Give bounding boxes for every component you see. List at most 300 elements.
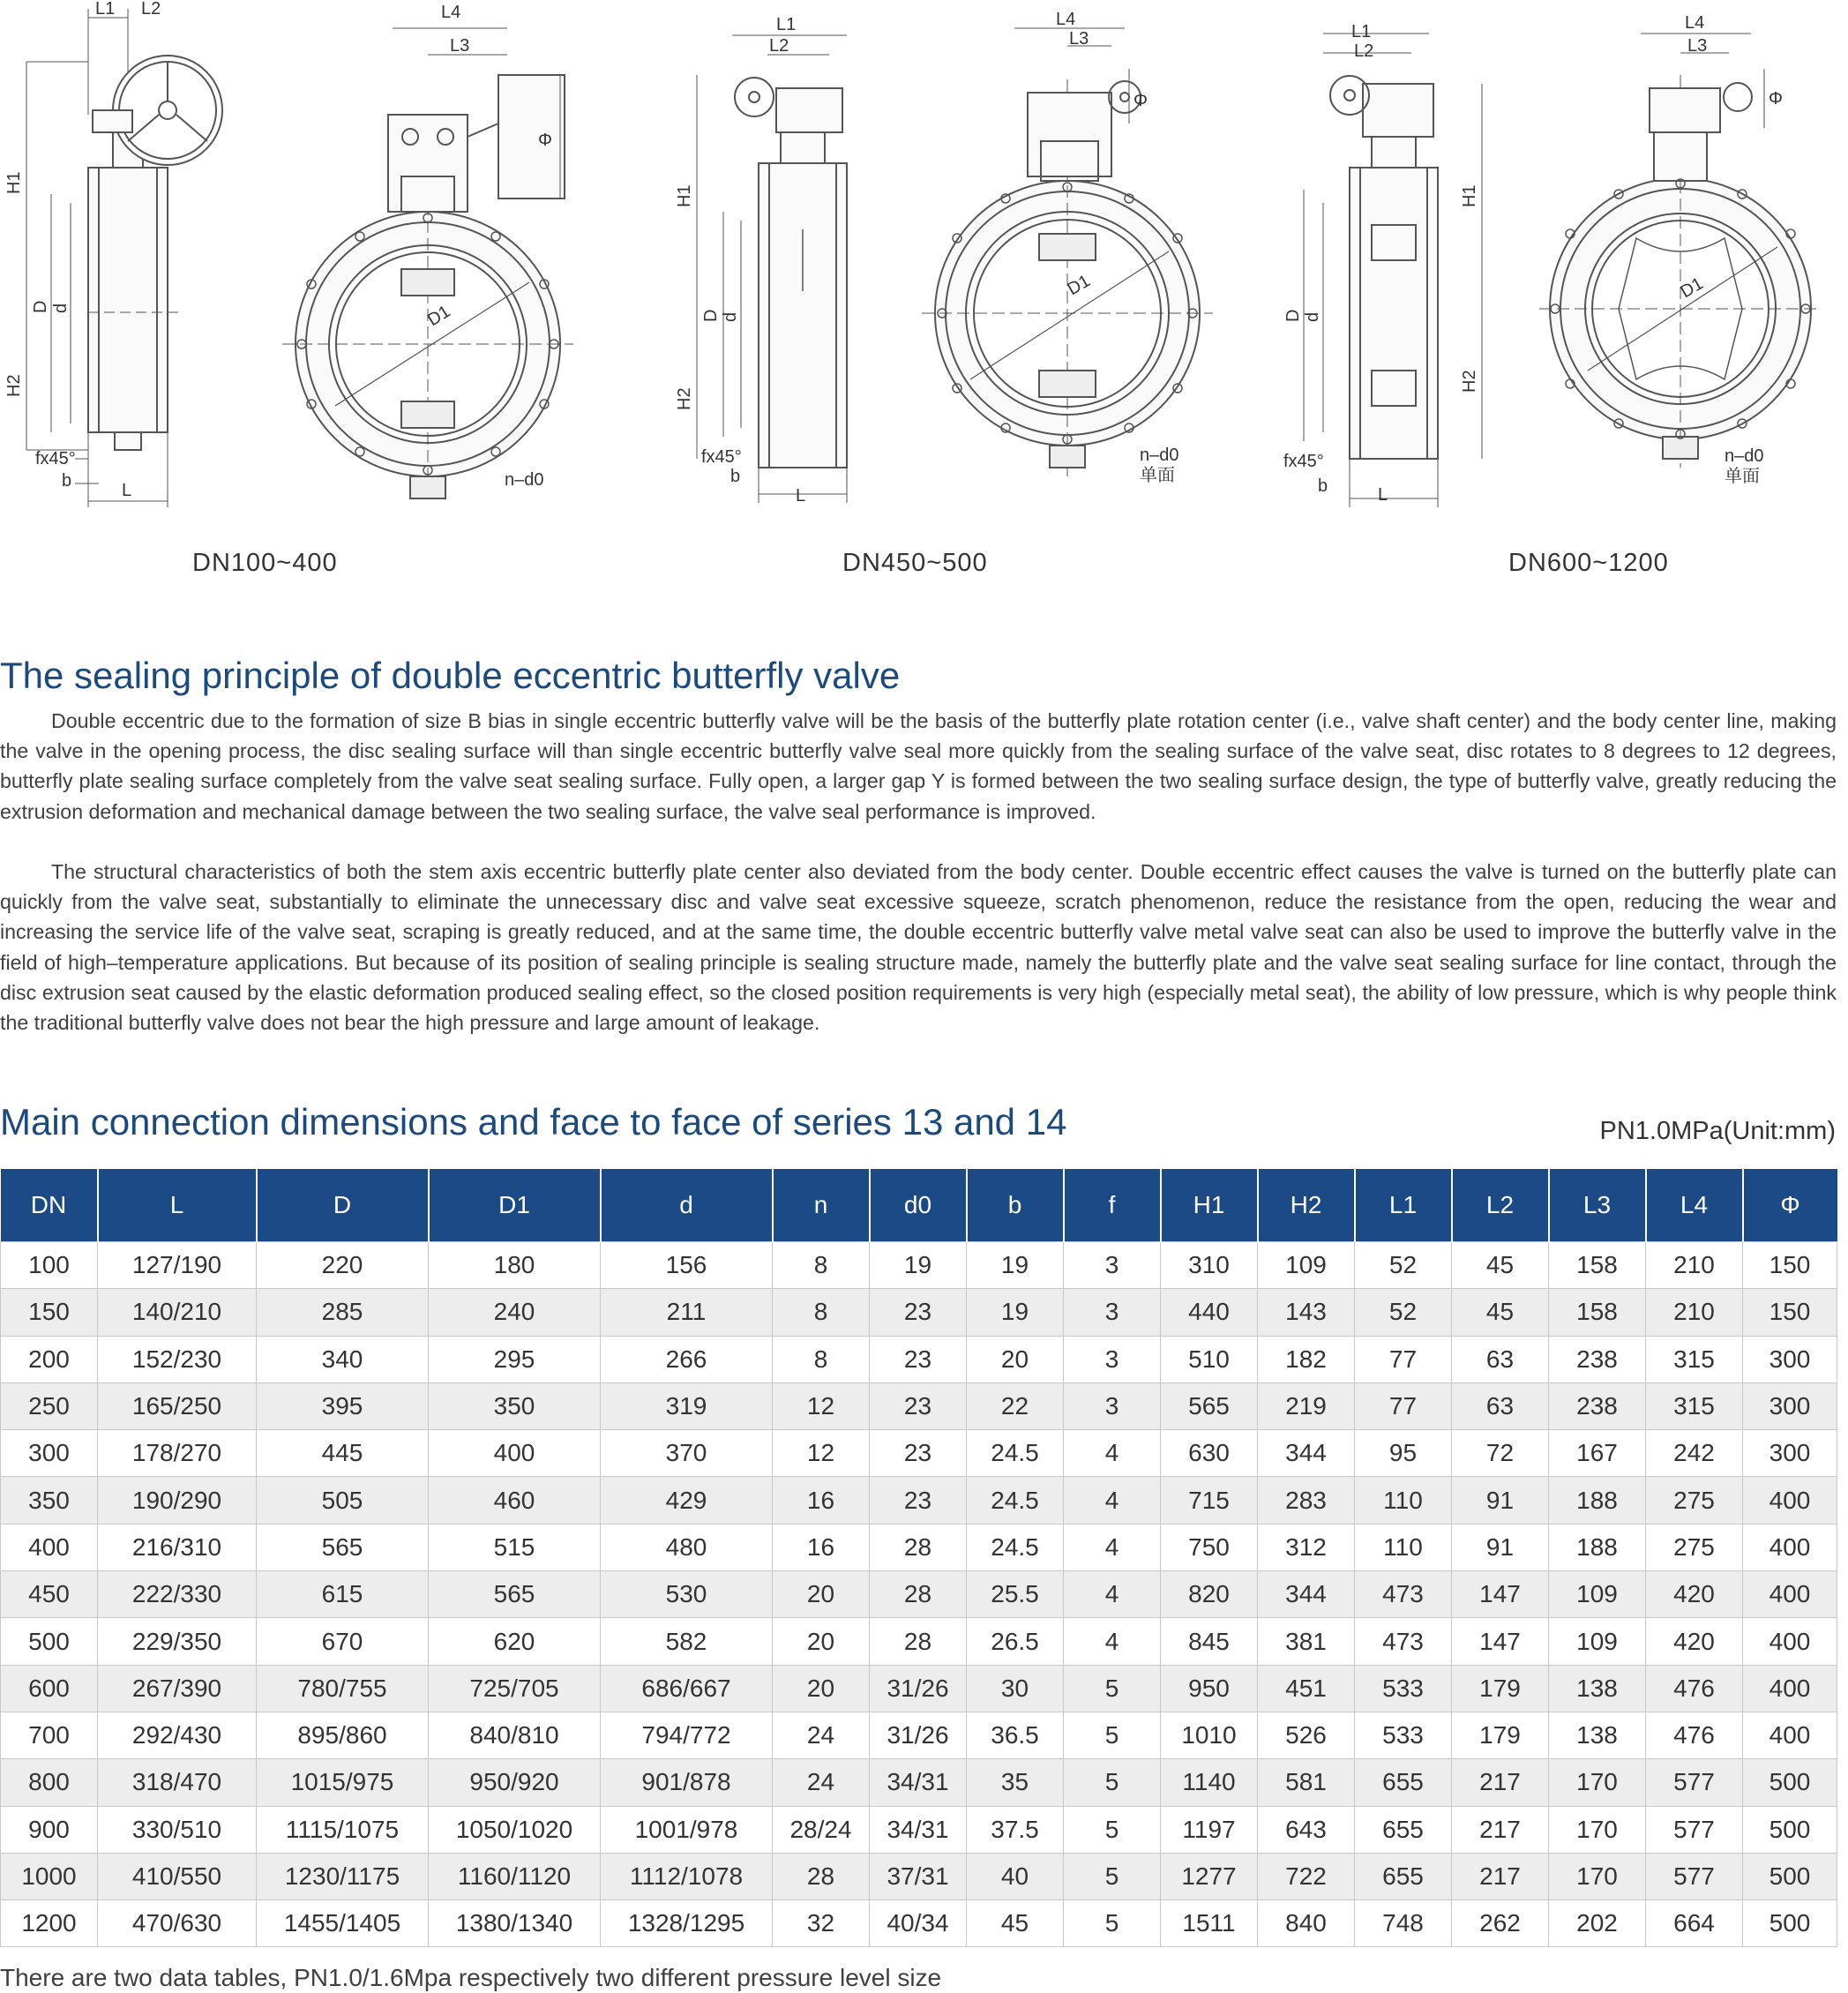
table-cell: 182 (1258, 1336, 1355, 1382)
table-cell: 170 (1549, 1806, 1646, 1853)
table-cell: 45 (967, 1900, 1064, 1947)
svg-text:L1: L1 (1351, 22, 1372, 41)
table-cell: 292/430 (98, 1712, 257, 1758)
table-cell: 1200 (1, 1900, 98, 1947)
table-cell: 533 (1355, 1712, 1452, 1758)
table-cell: 217 (1452, 1853, 1549, 1899)
svg-text:d: d (51, 303, 71, 313)
table-cell: 318/470 (98, 1759, 257, 1806)
svg-text:L: L (796, 486, 806, 506)
table-cell: 23 (870, 1336, 967, 1382)
column-header: H2 (1258, 1169, 1355, 1242)
table-cell: 1001/978 (601, 1806, 773, 1853)
table-cell: 5 (1064, 1712, 1161, 1758)
table-cell: 262 (1452, 1900, 1549, 1947)
table-cell: 1328/1295 (601, 1900, 773, 1947)
table-cell: 1160/1120 (429, 1853, 601, 1899)
table-cell: 895/860 (257, 1712, 429, 1758)
table-cell: 222/330 (98, 1571, 257, 1618)
svg-text:H1: H1 (675, 184, 694, 207)
table-row (1, 1430, 1837, 1477)
table-cell: 40/34 (870, 1900, 967, 1947)
svg-text:d: d (721, 311, 740, 322)
table-cell: 19 (967, 1242, 1064, 1289)
table-cell: 3 (1064, 1336, 1161, 1382)
svg-text:H2: H2 (4, 374, 24, 397)
table-cell: 156 (601, 1242, 773, 1289)
column-header: L3 (1549, 1169, 1646, 1242)
table-cell: 750 (1161, 1524, 1258, 1570)
drawing-1-front-view (282, 28, 573, 498)
table-cell: 473 (1355, 1571, 1452, 1618)
table-cell: 820 (1161, 1571, 1258, 1618)
table-cell: 370 (601, 1430, 773, 1477)
table-cell: 400 (1743, 1665, 1837, 1712)
table-cell: 315 (1646, 1336, 1743, 1382)
svg-text:L3: L3 (1687, 36, 1708, 56)
table-cell: 34/31 (870, 1759, 967, 1806)
svg-text:L4: L4 (1056, 10, 1076, 29)
table-cell: 950/920 (429, 1759, 601, 1806)
table-cell: 300 (1743, 1382, 1837, 1429)
table-footnote: There are two data tables, PN1.0/1.6Mpa respectively two different pressure level size (0, 1964, 942, 1991)
table-cell: 3 (1064, 1242, 1161, 1289)
table-cell: 1277 (1161, 1853, 1258, 1899)
table-cell: 4 (1064, 1524, 1161, 1570)
table-cell: 429 (601, 1477, 773, 1524)
table-cell: 400 (1743, 1477, 1837, 1524)
table-cell: 312 (1258, 1524, 1355, 1570)
svg-text:L2: L2 (1354, 41, 1374, 61)
table-cell: 655 (1355, 1806, 1452, 1853)
table-cell: 28 (870, 1571, 967, 1618)
table-row (1, 1336, 1837, 1382)
svg-text:单面: 单面 (1725, 467, 1760, 486)
table-body (1, 1242, 1837, 1947)
svg-text:L1: L1 (95, 0, 116, 19)
table-cell: 16 (773, 1477, 870, 1524)
table-cell: 23 (870, 1430, 967, 1477)
table-cell: 577 (1646, 1759, 1743, 1806)
table-cell: 77 (1355, 1336, 1452, 1382)
table-cell: 23 (870, 1289, 967, 1336)
table-cell: 565 (429, 1571, 601, 1618)
table-cell: 1015/975 (257, 1759, 429, 1806)
table-cell: 24 (773, 1712, 870, 1758)
table-cell: 5 (1064, 1806, 1161, 1853)
table-cell: 238 (1549, 1336, 1646, 1382)
table-cell: 190/290 (98, 1477, 257, 1524)
svg-text:H2: H2 (1460, 370, 1479, 393)
svg-text:Φ: Φ (1769, 89, 1783, 109)
svg-text:n–d0: n–d0 (505, 470, 544, 490)
table-row (1, 1289, 1837, 1336)
table-cell: 500 (1743, 1900, 1837, 1947)
column-header: L2 (1452, 1169, 1549, 1242)
table-cell: 480 (601, 1524, 773, 1570)
table-cell: 450 (1, 1571, 98, 1618)
table-cell: 565 (257, 1524, 429, 1570)
table-cell: 91 (1452, 1477, 1549, 1524)
svg-text:L3: L3 (450, 36, 470, 56)
table-cell: 845 (1161, 1618, 1258, 1665)
table-cell: 420 (1646, 1618, 1743, 1665)
svg-text:fx45°: fx45° (701, 447, 742, 467)
table-cell: 32 (773, 1900, 870, 1947)
svg-text:D1: D1 (423, 302, 454, 331)
table-cell: 582 (601, 1618, 773, 1665)
table-cell: 229/350 (98, 1618, 257, 1665)
table-row (1, 1382, 1837, 1429)
table-cell: 45 (1452, 1289, 1549, 1336)
svg-text:单面: 单面 (1140, 466, 1175, 485)
table-cell: 1140 (1161, 1759, 1258, 1806)
table-cell: 780/755 (257, 1665, 429, 1712)
svg-text:L2: L2 (769, 36, 789, 56)
table-cell: 202 (1549, 1900, 1646, 1947)
table-cell: 350 (1, 1477, 98, 1524)
table-cell: 285 (257, 1289, 429, 1336)
table-cell: 400 (1743, 1571, 1837, 1618)
table-row (1, 1242, 1837, 1289)
table-cell: 670 (257, 1618, 429, 1665)
table-cell: 400 (1743, 1712, 1837, 1758)
table-cell: 330/510 (98, 1806, 257, 1853)
table-cell: 140/210 (98, 1289, 257, 1336)
table-cell: 158 (1549, 1289, 1646, 1336)
table-cell: 748 (1355, 1900, 1452, 1947)
table-cell: 381 (1258, 1618, 1355, 1665)
svg-text:d: d (1303, 311, 1322, 322)
table-cell: 4 (1064, 1477, 1161, 1524)
table-cell: 77 (1355, 1382, 1452, 1429)
table-cell: 476 (1646, 1712, 1743, 1758)
table-cell: 25.5 (967, 1571, 1064, 1618)
svg-text:H2: H2 (675, 387, 694, 410)
table-cell: 26.5 (967, 1618, 1064, 1665)
table-cell: 655 (1355, 1853, 1452, 1899)
table-cell: 178/270 (98, 1430, 257, 1477)
table-cell: 179 (1452, 1712, 1549, 1758)
table-cell: 581 (1258, 1759, 1355, 1806)
svg-text:Φ: Φ (538, 131, 552, 150)
table-cell: 620 (429, 1618, 601, 1665)
svg-text:H1: H1 (4, 171, 24, 194)
svg-text:D1: D1 (1064, 271, 1094, 300)
table-cell: 216/310 (98, 1524, 257, 1570)
svg-text:b: b (1318, 476, 1328, 496)
table-cell: 40 (967, 1853, 1064, 1899)
column-header: d (601, 1169, 773, 1242)
svg-text:Φ: Φ (1133, 91, 1148, 110)
table-cell: 52 (1355, 1242, 1452, 1289)
table-cell: 630 (1161, 1430, 1258, 1477)
table-cell: 240 (429, 1289, 601, 1336)
table-cell: 700 (1, 1712, 98, 1758)
table-cell: 440 (1161, 1289, 1258, 1336)
table-cell: 22 (967, 1382, 1064, 1429)
table-cell: 152/230 (98, 1336, 257, 1382)
table-cell: 1511 (1161, 1900, 1258, 1947)
table-cell: 165/250 (98, 1382, 257, 1429)
table-cell: 1380/1340 (429, 1900, 601, 1947)
column-header: f (1064, 1169, 1161, 1242)
table-cell: 109 (1549, 1618, 1646, 1665)
table-cell: 530 (601, 1571, 773, 1618)
table-cell: 110 (1355, 1524, 1452, 1570)
table-cell: 100 (1, 1242, 98, 1289)
table-cell: 24.5 (967, 1524, 1064, 1570)
paragraph-1: Double eccentric due to the formation of size B bias in single eccentric butterfly valve will be the basis of the butterfly plate rotation center (i.e., valve shaft center) and the body center line, making the valve in the opening process, the disc sealing surface will than single eccentric butterfly valve seal more quickly from the sealing surface of the valve seat, disc rotates to 8 degrees to 12 degrees, butterfly plate sealing surface completely from the valve seat sealing surface. Fully open, a larger gap Y is formed between the two sealing surface design, the type of butterfly valve, greatly reducing the extrusion deformation and mechanical damage between the two sealing surface, the valve seal performance is improved. (0, 709, 1837, 823)
table-row (1, 1618, 1837, 1665)
svg-text:L: L (1378, 485, 1388, 505)
table-cell: 600 (1, 1665, 98, 1712)
table-cell: 725/705 (429, 1665, 601, 1712)
table-cell: 533 (1355, 1665, 1452, 1712)
table-cell: 1010 (1161, 1712, 1258, 1758)
caption-dn100-400: DN100~400 (192, 549, 338, 577)
table-cell: 220 (257, 1242, 429, 1289)
table-cell: 34/31 (870, 1806, 967, 1853)
table-cell: 110 (1355, 1477, 1452, 1524)
table-cell: 63 (1452, 1382, 1549, 1429)
table-row (1, 1665, 1837, 1712)
table-cell: 28 (773, 1853, 870, 1899)
table-cell: 840 (1258, 1900, 1355, 1947)
table-row (1, 1900, 1837, 1947)
table-cell: 36.5 (967, 1712, 1064, 1758)
table-cell: 344 (1258, 1571, 1355, 1618)
table-cell: 310 (1161, 1242, 1258, 1289)
table-cell: 505 (257, 1477, 429, 1524)
svg-text:L4: L4 (1685, 13, 1705, 33)
table-cell: 4 (1064, 1571, 1161, 1618)
table-cell: 63 (1452, 1336, 1549, 1382)
table-cell: 127/190 (98, 1242, 257, 1289)
table-cell: 500 (1743, 1806, 1837, 1853)
table-cell: 1115/1075 (257, 1806, 429, 1853)
svg-text:L1: L1 (776, 15, 797, 34)
caption-dn600-1200: DN600~1200 (1508, 549, 1669, 577)
column-header: L1 (1355, 1169, 1452, 1242)
table-cell: 295 (429, 1336, 601, 1382)
column-header: L4 (1646, 1169, 1743, 1242)
table-cell: 1112/1078 (601, 1853, 773, 1899)
table-cell: 219 (1258, 1382, 1355, 1429)
table-cell: 95 (1355, 1430, 1452, 1477)
table-cell: 275 (1646, 1477, 1743, 1524)
table-cell: 35 (967, 1759, 1064, 1806)
paragraph-2: The structural characteristics of both the stem axis eccentric butterfly plate center also deviated from the body center. Double eccentric effect causes the valve is turned on the butterfly plate can quickly from the valve seat, substantially to eliminate the unnecessary disc and valve seat excessive squeeze, scratch phenomenon, reduce the resistance from the open, reducing the wear and increasing the service life of the valve seat, scraping is greatly reduced, and at the same time, the double eccentric butterfly valve metal valve seat can also be used to improve the butterfly valve in the field of high–temperature applications. But because of its position of sealing principle is sealing structure made, namely the butterfly plate and the valve seat sealing surface for line contact, through the disc extrusion seat caused by the elastic deformation produced sealing effect, so the closed position requirements is very high (especially metal seat), the ability of low pressure, which is why people think the traditional butterfly valve does not bear the high pressure and large amount of leakage. (0, 860, 1837, 1035)
table-cell: 901/878 (601, 1759, 773, 1806)
table-cell: 510 (1161, 1336, 1258, 1382)
table-cell: 19 (870, 1242, 967, 1289)
table-cell: 4 (1064, 1430, 1161, 1477)
column-header: L (98, 1169, 257, 1242)
table-cell: 1000 (1, 1853, 98, 1899)
table-cell: 5 (1064, 1759, 1161, 1806)
table-cell: 950 (1161, 1665, 1258, 1712)
table-cell: 28 (870, 1618, 967, 1665)
svg-text:L: L (122, 481, 132, 500)
table-cell: 473 (1355, 1618, 1452, 1665)
table-cell: 20 (773, 1571, 870, 1618)
column-header: D1 (429, 1169, 601, 1242)
table-cell: 400 (1743, 1618, 1837, 1665)
table-cell: 300 (1743, 1430, 1837, 1477)
table-cell: 643 (1258, 1806, 1355, 1853)
table-cell: 1455/1405 (257, 1900, 429, 1947)
table-cell: 52 (1355, 1289, 1452, 1336)
table-cell: 577 (1646, 1806, 1743, 1853)
table-cell: 4 (1064, 1618, 1161, 1665)
table-cell: 31/26 (870, 1712, 967, 1758)
table-row (1, 1571, 1837, 1618)
table-cell: 445 (257, 1430, 429, 1477)
svg-text:L4: L4 (441, 3, 461, 22)
table-cell: 410/550 (98, 1853, 257, 1899)
table-cell: 8 (773, 1242, 870, 1289)
table-cell: 715 (1161, 1477, 1258, 1524)
table-cell: 210 (1646, 1242, 1743, 1289)
table-cell: 170 (1549, 1853, 1646, 1899)
table-cell: 470/630 (98, 1900, 257, 1947)
table-cell: 8 (773, 1289, 870, 1336)
table-cell: 20 (773, 1618, 870, 1665)
table-cell: 242 (1646, 1430, 1743, 1477)
table-cell: 31/26 (870, 1665, 967, 1712)
table-cell: 350 (429, 1382, 601, 1429)
table-cell: 5 (1064, 1900, 1161, 1947)
table-cell: 900 (1, 1806, 98, 1853)
table-cell: 12 (773, 1430, 870, 1477)
table-cell: 3 (1064, 1382, 1161, 1429)
table-cell: 400 (1743, 1524, 1837, 1570)
svg-text:L3: L3 (1069, 29, 1089, 49)
table-cell: 37.5 (967, 1806, 1064, 1853)
table-cell: 150 (1, 1289, 98, 1336)
table-header-row (1, 1169, 1837, 1242)
caption-dn450-500: DN450~500 (842, 549, 988, 577)
table-cell: 400 (1, 1524, 98, 1570)
table-cell: 45 (1452, 1242, 1549, 1289)
table-cell: 167 (1549, 1430, 1646, 1477)
table-cell: 143 (1258, 1289, 1355, 1336)
table-cell: 109 (1549, 1571, 1646, 1618)
table-cell: 5 (1064, 1665, 1161, 1712)
svg-text:D: D (1283, 309, 1303, 322)
table-cell: 91 (1452, 1524, 1549, 1570)
table-row (1, 1806, 1837, 1853)
table-row (1, 1477, 1837, 1524)
table-cell: 150 (1743, 1242, 1837, 1289)
table-row (1, 1759, 1837, 1806)
table-cell: 1230/1175 (257, 1853, 429, 1899)
table-cell: 515 (429, 1524, 601, 1570)
drawing-3-side-view (1304, 34, 1482, 507)
table-cell: 20 (967, 1336, 1064, 1382)
table-cell: 664 (1646, 1900, 1743, 1947)
table-cell: 840/810 (429, 1712, 601, 1758)
table-cell: 500 (1, 1618, 98, 1665)
table-cell: 500 (1743, 1759, 1837, 1806)
svg-text:fx45°: fx45° (35, 449, 76, 468)
svg-text:D: D (701, 309, 721, 322)
table-cell: 188 (1549, 1477, 1646, 1524)
section-title-dimensions: Main connection dimensions and face to face of series 13 and 14 (0, 1101, 1067, 1143)
table-cell: 794/772 (601, 1712, 773, 1758)
table-cell: 300 (1743, 1336, 1837, 1382)
table-cell: 147 (1452, 1571, 1549, 1618)
column-header: Φ (1743, 1169, 1837, 1242)
table-row (1, 1712, 1837, 1758)
table-cell: 577 (1646, 1853, 1743, 1899)
table-cell: 24 (773, 1759, 870, 1806)
table-cell: 300 (1, 1430, 98, 1477)
table-cell: 476 (1646, 1665, 1743, 1712)
table-cell: 158 (1549, 1242, 1646, 1289)
column-header: D (257, 1169, 429, 1242)
table-cell: 344 (1258, 1430, 1355, 1477)
table-cell: 23 (870, 1382, 967, 1429)
table-cell: 211 (601, 1289, 773, 1336)
table-cell: 460 (429, 1477, 601, 1524)
svg-text:b: b (62, 471, 72, 491)
table-cell: 238 (1549, 1382, 1646, 1429)
table-cell: 200 (1, 1336, 98, 1382)
drawing-1-side-view (26, 9, 222, 507)
drawings-svg (0, 0, 1848, 529)
svg-text:n–d0: n–d0 (1140, 446, 1179, 465)
table-cell: 800 (1, 1759, 98, 1806)
table-cell: 250 (1, 1382, 98, 1429)
table-cell: 275 (1646, 1524, 1743, 1570)
column-header: d0 (870, 1169, 967, 1242)
table-cell: 340 (257, 1336, 429, 1382)
table-cell: 315 (1646, 1382, 1743, 1429)
column-header: b (967, 1169, 1064, 1242)
table-cell: 217 (1452, 1806, 1549, 1853)
svg-text:b: b (730, 467, 741, 486)
table-cell: 28 (870, 1524, 967, 1570)
table-cell: 147 (1452, 1618, 1549, 1665)
table-cell: 266 (601, 1336, 773, 1382)
table-cell: 722 (1258, 1853, 1355, 1899)
svg-text:fx45°: fx45° (1283, 452, 1324, 471)
table-cell: 150 (1743, 1289, 1837, 1336)
table-cell: 655 (1355, 1759, 1452, 1806)
drawing-2-front-view (922, 28, 1213, 476)
table-cell: 37/31 (870, 1853, 967, 1899)
technical-drawings (0, 0, 1848, 529)
table-row (1, 1853, 1837, 1899)
table-cell: 179 (1452, 1665, 1549, 1712)
svg-text:n–d0: n–d0 (1725, 446, 1764, 466)
table-cell: 210 (1646, 1289, 1743, 1336)
svg-text:D: D (31, 300, 50, 313)
table-cell: 30 (967, 1665, 1064, 1712)
table-cell: 8 (773, 1336, 870, 1382)
unit-note: PN1.0MPa(Unit:mm) (1599, 1117, 1836, 1145)
table-cell: 138 (1549, 1712, 1646, 1758)
table-cell: 180 (429, 1242, 601, 1289)
table-cell: 3 (1064, 1289, 1161, 1336)
table-cell: 19 (967, 1289, 1064, 1336)
table-cell: 23 (870, 1477, 967, 1524)
table-cell: 451 (1258, 1665, 1355, 1712)
column-header: H1 (1161, 1169, 1258, 1242)
svg-text:D1: D1 (1677, 273, 1707, 303)
